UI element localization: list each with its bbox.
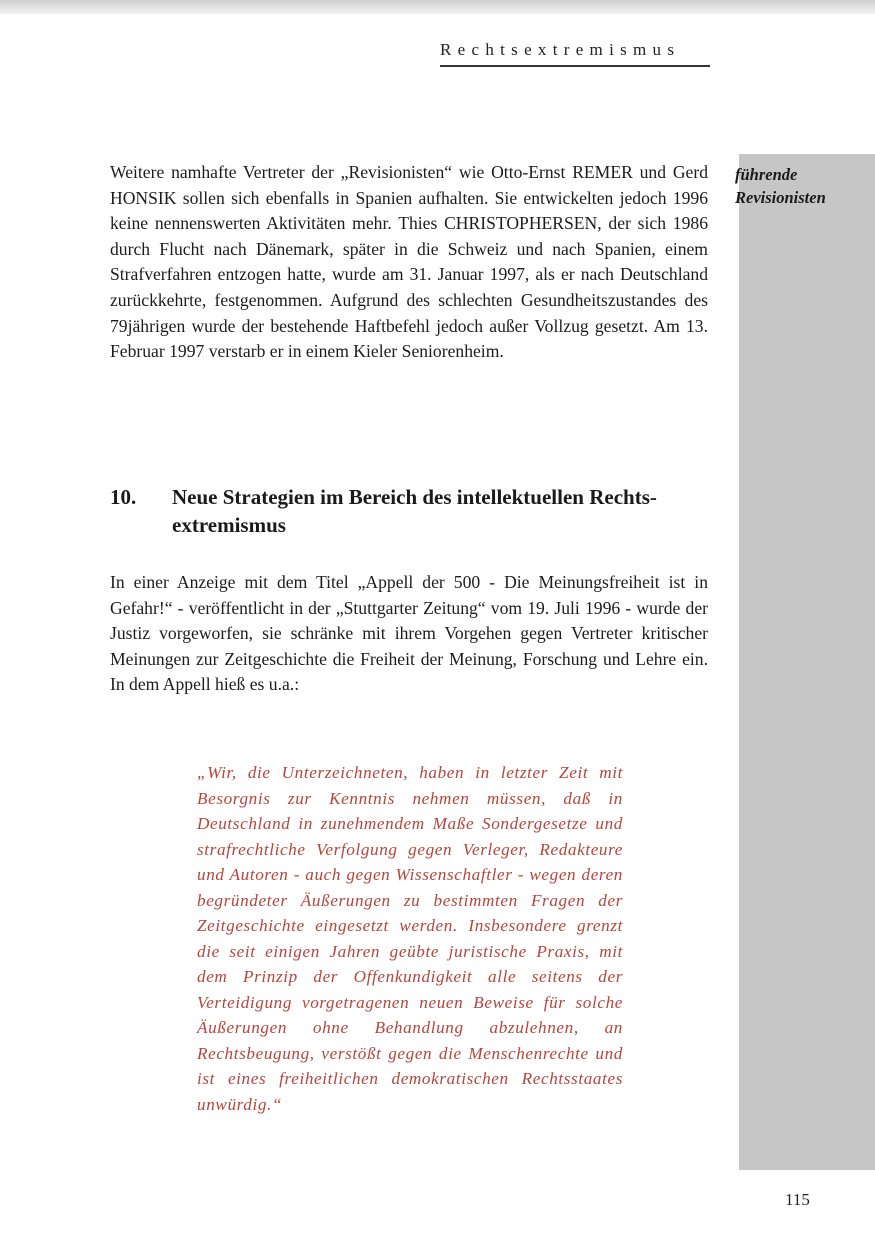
section-title: Neue Strategien im Bereich des intellektuellen Rechtsextremismus	[172, 485, 657, 537]
paragraph-appeal: In einer Anzeige mit dem Titel „Appell der 500 - Die Meinungsfreiheit ist in Gefahr!“ - veröffentlicht in der „Stuttgarter Zeitung“ vom 19. Juli 1996 - wurde der Justiz vorgeworfen, sie schränke mit ihrem Vorgehen gegen Vertreter kritischer Meinungen zur Zeitgeschichte die Freiheit der Meinung, Forschung und Lehre ein. In dem Appell hieß es u.a.:	[110, 572, 708, 695]
margin-note-line1: führende	[735, 165, 798, 184]
page-number: 115	[785, 1190, 810, 1209]
margin-note-line2: Revisionisten	[735, 188, 826, 207]
margin-bar	[739, 154, 875, 1170]
paragraph-revisionists: Weitere namhafte Vertreter der „Revisionisten“ wie Otto-Ernst REMER und Gerd HONSIK sollen sich ebenfalls in Spanien aufhalten. Sie entwickelten jedoch 1996 keine nennenswerten Aktivitäten mehr. Thies CHRISTOPHERSEN, der sich 1986 durch Flucht nach Dänemark, später in die Schweiz und nach Spanien, einem Strafverfahren entzogen hatte, wurde am 31. Januar 1997, als er nach Deutschland zurückkehrte, festgenommen. Aufgrund des schlechten Gesundheitszustandes des 79jährigen wurde der bestehende Haftbefehl jedoch außer Vollzug gesetzt. Am 13. Februar 1997 verstarb er in einem Kieler Seniorenheim.	[110, 162, 708, 362]
running-header: Rechtsextremismus	[440, 40, 681, 59]
section-number: 10.	[110, 485, 137, 509]
scan-edge	[0, 0, 875, 14]
appeal-quote: „Wir, die Unterzeichneten, haben in letzter Zeit mit Besorgnis zur Kenntnis nehmen müssen, daß in Deutschland in zunehmendem Maße Sondergesetze und strafrechtliche Verfolgung gegen Verleger, Redakteure und Autoren - auch gegen Wissenschaftler - wegen deren begründeter Äußerungen zu bestimmten Fragen der Zeitgeschichte eingesetzt werden. Insbesondere grenzt die seit einigen Jahren geübte juristische Praxis, mit dem Prinzip der Offenkundigkeit alle seitens der Verteidigung vorgetragenen neuen Beweise für solche Äußerungen ohne Behandlung abzulehnen, an Rechtsbeugung, verstößt gegen die Menschenrechte und ist eines freiheitlichen demokratischen Rechtsstaates unwürdig.“	[197, 763, 623, 1114]
header-rule	[440, 65, 710, 67]
margin-note	[735, 163, 875, 209]
